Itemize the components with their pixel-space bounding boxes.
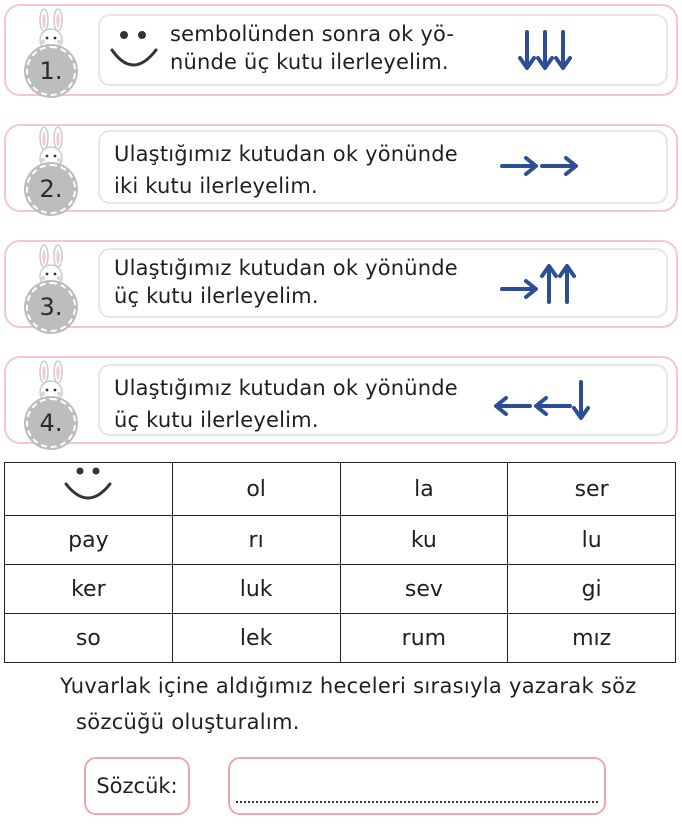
step-text-box — [98, 14, 668, 86]
grid-row — [5, 463, 676, 516]
right-arrow-icon — [500, 277, 540, 301]
right-arrow-icon — [540, 154, 580, 178]
instruction-line-2: sözcüğü oluşturalım. — [76, 710, 300, 734]
grid-cell[interactable]: sev — [340, 565, 508, 614]
step-text-box — [98, 248, 668, 318]
down-arrow-icon — [518, 30, 536, 72]
grid-cell-start[interactable] — [5, 463, 173, 516]
step-number: 4. — [26, 398, 76, 448]
grid-cell[interactable]: ser — [508, 463, 676, 516]
grid-cell[interactable]: rı — [172, 516, 340, 565]
step-2 — [4, 124, 678, 212]
left-arrow-icon — [532, 394, 572, 418]
step-line-1: Ulaştığımız kutudan ok yönünde — [114, 376, 458, 400]
down-arrow-icon — [572, 380, 590, 422]
step-text-box — [98, 130, 668, 204]
down-arrow-icon — [554, 30, 572, 72]
arrow-group — [492, 380, 590, 422]
grid-row — [5, 516, 676, 565]
step-line-2: nünde üç kutu ilerleyelim. — [170, 50, 449, 74]
step-number: 3. — [26, 282, 76, 332]
up-arrow-icon — [540, 264, 558, 304]
smiley-icon — [60, 464, 116, 508]
step-line-1: Ulaştığımız kutudan ok yönünde — [114, 256, 458, 280]
arrow-group — [500, 264, 576, 304]
grid-cell[interactable]: ol — [172, 463, 340, 516]
step-text — [170, 20, 454, 76]
step-line-2: üç kutu ilerleyelim. — [114, 408, 319, 432]
step-text — [114, 372, 458, 436]
step-text-box — [98, 364, 668, 436]
grid-cell[interactable]: so — [5, 614, 173, 663]
step-number: 2. — [26, 164, 76, 214]
grid-row — [5, 565, 676, 614]
grid-row — [5, 614, 676, 663]
instruction-text — [60, 668, 637, 740]
grid-cell[interactable]: ker — [5, 565, 173, 614]
up-arrow-icon — [558, 264, 576, 304]
grid-cell[interactable]: rum — [340, 614, 508, 663]
step-4 — [4, 356, 678, 444]
step-line-1: Ulaştığımız kutudan ok yönünde — [114, 142, 458, 166]
answer-label: Sözcük: — [84, 757, 190, 815]
arrow-group — [518, 30, 572, 72]
grid-cell[interactable]: lu — [508, 516, 676, 565]
step-number: 1. — [26, 46, 76, 96]
grid-cell[interactable]: luk — [172, 565, 340, 614]
smiley-icon — [106, 26, 162, 76]
grid-cell[interactable]: pay — [5, 516, 173, 565]
step-line-1: sembolünden sonra ok yö- — [170, 22, 455, 46]
instruction-line-1: Yuvarlak içine aldığımız heceleri sırasıyla yazarak söz — [60, 674, 637, 698]
step-line-2: iki kutu ilerleyelim. — [114, 174, 318, 198]
right-arrow-icon — [500, 154, 540, 178]
syllable-grid — [4, 462, 676, 663]
left-arrow-icon — [492, 394, 532, 418]
grid-cell[interactable]: la — [340, 463, 508, 516]
step-text — [114, 254, 458, 310]
grid-cell[interactable]: ku — [340, 516, 508, 565]
answer-field[interactable] — [228, 757, 606, 815]
step-3 — [4, 240, 678, 328]
grid-cell[interactable]: lek — [172, 614, 340, 663]
down-arrow-icon — [536, 30, 554, 72]
arrow-group — [500, 154, 580, 178]
grid-cell[interactable]: mız — [508, 614, 676, 663]
grid-cell[interactable]: gi — [508, 565, 676, 614]
answer-dotted-line — [236, 801, 598, 803]
step-1 — [4, 4, 678, 96]
step-text — [114, 138, 458, 202]
step-line-2: üç kutu ilerleyelim. — [114, 284, 319, 308]
